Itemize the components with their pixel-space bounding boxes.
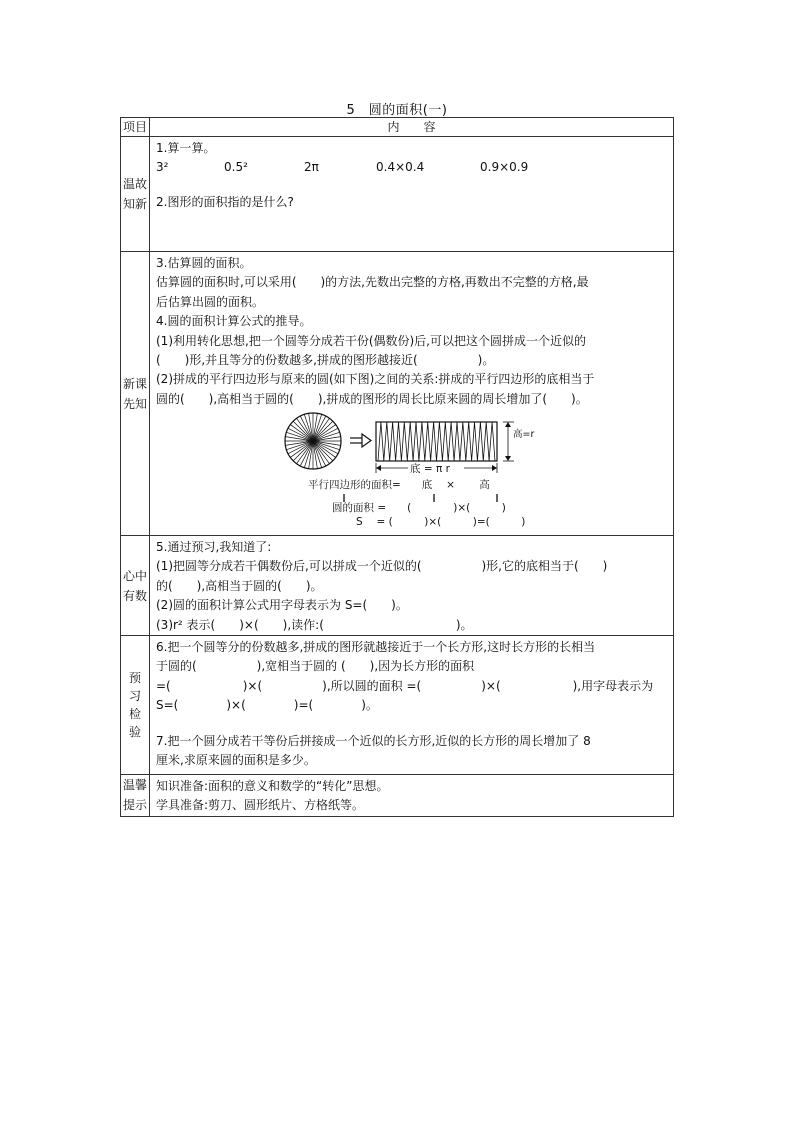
circle-sector-line [313,441,329,464]
q6-line4: S=( )×( )=( )。 [156,698,378,713]
check-row [121,636,674,775]
q5-text: 5.通过预习,我知道了: [156,540,272,554]
header-item: 项目 [121,118,150,137]
q4-line3: (2)拼成的平行四边形与原来的圆(如下图)之间的关系:拼成的平行四边形的底相当于 [156,372,595,387]
new-content [150,252,674,536]
page-title: 5 圆的面积(一) [346,103,448,118]
new-label [121,252,150,536]
circle-to-parallelogram-figure [156,409,673,527]
circle-sector-line [290,441,313,457]
review-label [121,137,150,252]
base-label: 底 = π r [410,463,450,476]
equal-mark-2: ‖ [432,493,436,503]
q6-line1: 6.把一个圆等分的份数越多,拼成的图形就越接近于一个长方形,这时长方形的长相当 [156,640,596,655]
q6-line2: 于圆的( ),宽相当于圆的 ( ),因为长方形的面积 [156,659,475,674]
review-content [150,137,674,252]
height-label: 高=r [513,429,535,441]
circle-sector-line [313,419,329,442]
calc-2: 0.5² [224,160,248,175]
divided-circle [285,413,341,469]
tips-line1: 知识准备:面积的意义和数学的“转化”思想。 [156,779,389,794]
mind-content [150,536,674,636]
circle-sector-line [313,441,336,457]
calc-3: 2π [304,160,319,175]
equal-mark-1: ‖ [342,493,346,503]
arrow-icon [350,434,371,447]
check-label [121,636,150,775]
q7-line2: 厘米,求原来圆的面积是多少。 [156,753,316,768]
calc-row [156,158,673,177]
calc-1: 3² [156,160,169,175]
q4-line1: (1)利用转化思想,把一个圆等分成若干份(偶数份)后,可以把这个圆拼成一个近似的 [156,333,586,348]
q6-line3: =( )×( ),所以圆的面积 =( )×( ),用字母表示为 [156,678,654,693]
header-row [121,118,674,137]
circle-sector-line [290,425,313,441]
q4-line4: 圆的( ),高相当于圆的( ),拼成的图形的周长比原来圆的周长增加了( )。 [156,391,588,406]
equal-mark-3: ‖ [495,493,499,503]
formula-row3: S = ( )×( )=( ) [356,516,526,529]
q5-line1: (1)把圆等分成若干偶数份后,可以拼成一个近似的( )形,它的底相当于( ) [156,559,608,574]
calc-4: 0.4×0.4 [376,160,425,175]
worksheet-table [120,117,674,817]
circle-sector-line [297,419,313,442]
header-content: 内 容 [150,118,674,137]
new-row [121,252,674,536]
q3-line1: 估算圆的面积时,可以采用( )的方法,先数出完整的方格,再数出不完整的方格,最 [156,275,589,290]
q5-line2: 的( ),高相当于圆的( )。 [156,578,323,593]
q3-line2: 后估算出圆的面积。 [156,294,265,309]
mind-label [121,536,150,636]
mind-label-text: 心中有数 [122,568,147,603]
check-content [150,636,674,775]
tips-content [150,775,674,817]
calc-5: 0.9×0.9 [480,160,529,175]
q2-text: 2.图形的面积指的是什么? [156,194,294,209]
mind-row [121,536,674,636]
q3-text: 3.估算圆的面积。 [156,256,252,270]
parallelogram-strips [376,422,497,461]
formula-row2: 圆的面积 = ( )×( ) [332,502,506,515]
circle-sector-line [297,441,313,464]
check-label-text: 预习检验 [128,670,141,739]
review-label-text: 温故知新 [122,177,147,211]
formula-row1: 平行四边形的面积= 底 × 高 [308,479,490,492]
tips-label-text: 温馨提示 [122,778,147,813]
tips-line2: 学具准备:剪刀、圆形纸片、方格纸等。 [156,798,365,813]
tips-label [121,775,150,817]
q7-line1: 7.把一个圆分成若干等份后拼接成一个近似的长方形,近似的长方形的周长增加了 8 [156,733,591,748]
tips-row [121,775,674,817]
q5-line3: (2)圆的面积计算公式用字母表示为 S=( )。 [156,598,408,613]
q4-text: 4.圆的面积计算公式的推导。 [156,314,312,329]
review-row [121,137,674,252]
q5-line4: (3)r² 表示( )×( ),读作:( )。 [156,617,473,632]
q4-line2: ( )形,并且等分的份数越多,拼成的图形越接近( )。 [156,353,495,368]
q1-text: 1.算一算。 [156,141,216,155]
circle-sector-line [313,425,336,441]
new-label-text: 新课先知 [122,376,147,411]
